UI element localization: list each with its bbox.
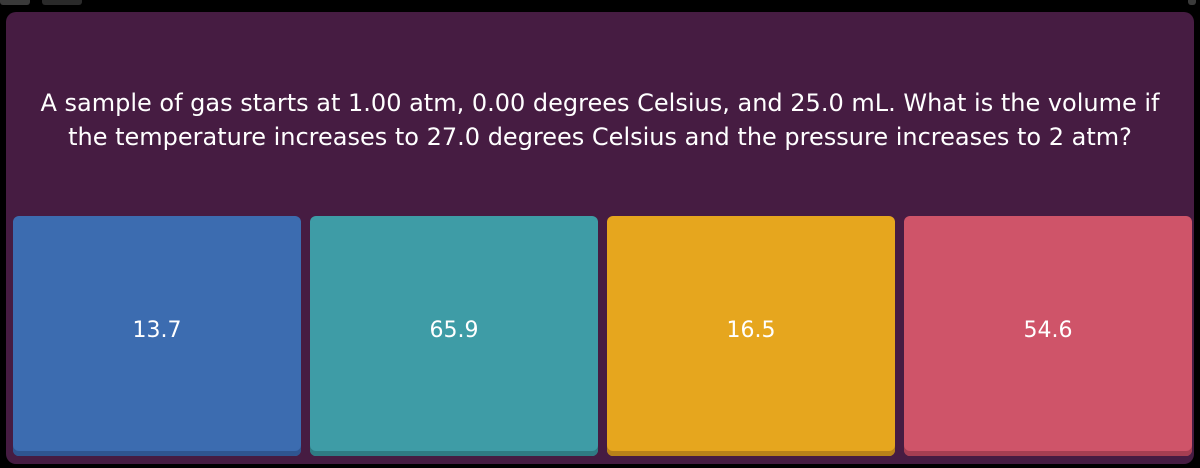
- browser-top-strip: [0, 0, 1200, 12]
- answer-option-2-label: 65.9: [429, 317, 479, 343]
- answer-option-4-label: 54.6: [1023, 317, 1073, 343]
- answer-options: [13, 216, 1189, 456]
- answer-option-2[interactable]: [310, 216, 598, 456]
- answer-option-3-label: 16.5: [726, 317, 776, 343]
- top-tab-second: [42, 0, 82, 5]
- top-tab-left: [0, 0, 30, 5]
- answer-option-1[interactable]: [13, 216, 301, 456]
- quiz-panel: [6, 12, 1194, 464]
- answer-option-1-label: 13.7: [132, 317, 182, 343]
- top-tab-right: [1188, 0, 1196, 5]
- answer-option-4[interactable]: [904, 216, 1192, 456]
- question-text: A sample of gas starts at 1.00 atm, 0.00 degrees Celsius, and 25.0 mL. What is the volume if the temperature increases to 27.0 degrees Celsius and the pressure increases to 2 atm?: [40, 89, 1160, 151]
- answer-option-3[interactable]: [607, 216, 895, 456]
